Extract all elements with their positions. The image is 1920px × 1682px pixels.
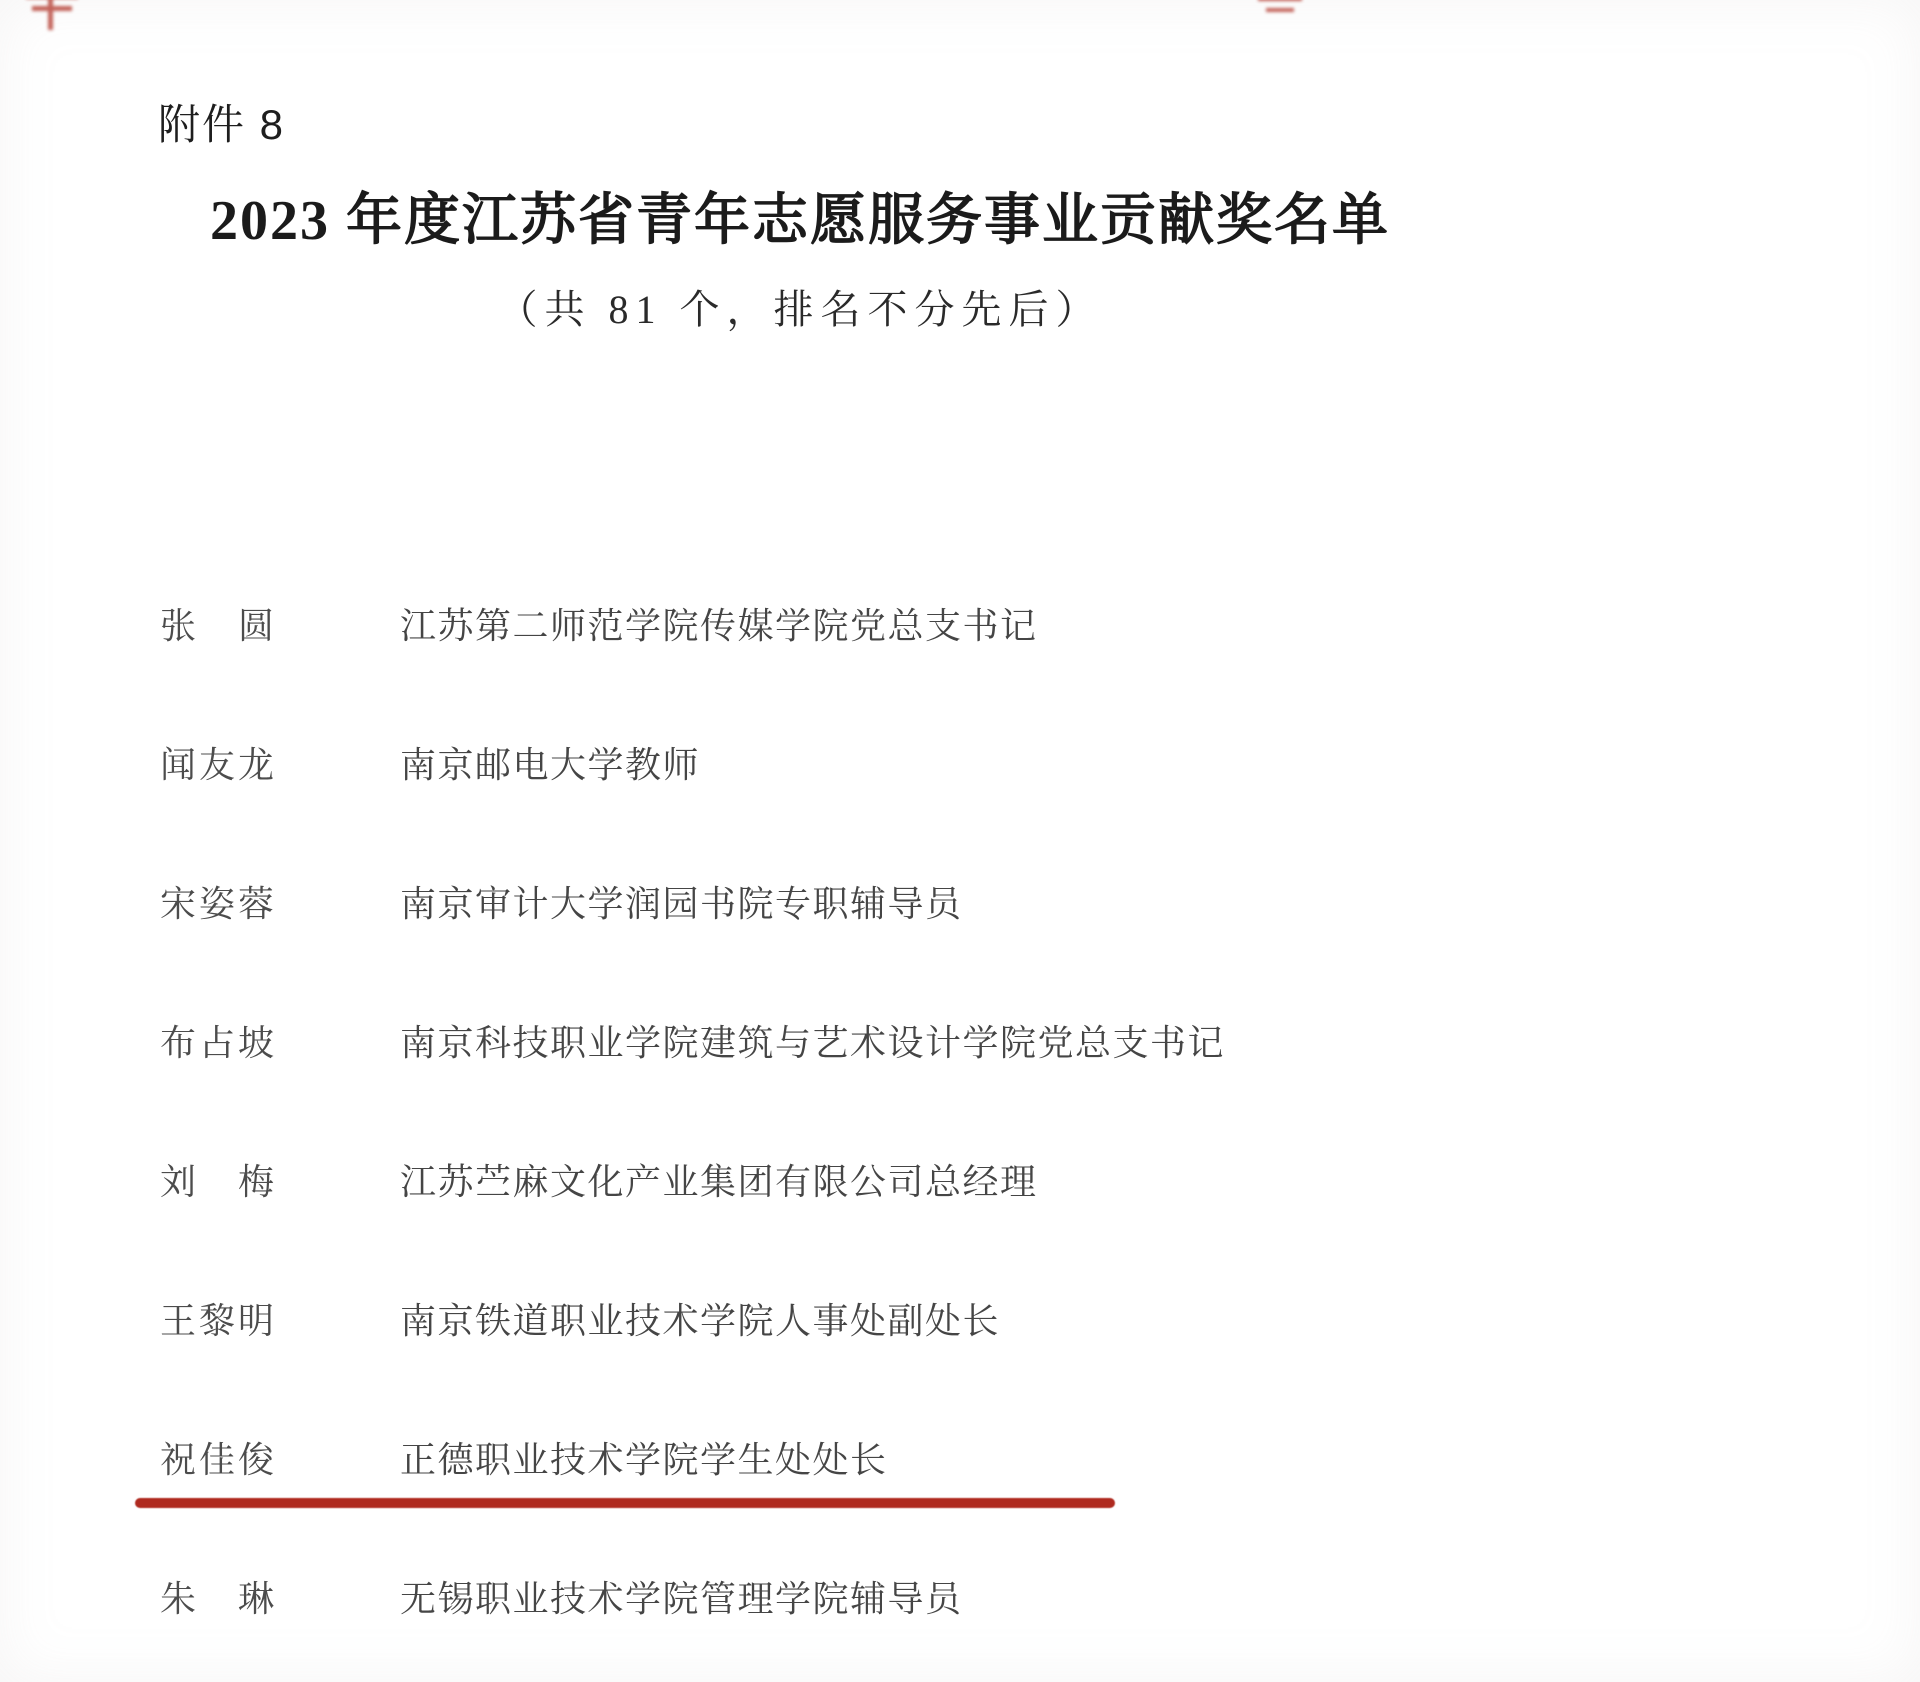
red-highlight-underline	[135, 1498, 1115, 1508]
awardee-affiliation: 南京邮电大学教师	[400, 745, 701, 785]
award-entry	[160, 1571, 1520, 1682]
awardee-name: 朱 琳	[160, 1579, 278, 1619]
awardee-affiliation: 正德职业技术学院学生处处长	[400, 1440, 888, 1480]
awardee-name: 闻友龙	[160, 745, 278, 785]
awardee-name: 王黎明	[160, 1301, 278, 1341]
awardee-name: 宋姿蓉	[160, 884, 278, 924]
awardee-affiliation: 江苏苎麻文化产业集团有限公司总经理	[400, 1162, 1038, 1202]
letterhead-red-fragment-right	[1258, 0, 1302, 20]
award-list	[160, 598, 1520, 1682]
letterhead-red-fragment-left	[26, 0, 78, 32]
document-title: 2023 年度江苏省青年志愿服务事业贡献奖名单	[210, 190, 1390, 252]
award-entry	[160, 1293, 1520, 1432]
awardee-name: 祝佳俊	[160, 1440, 278, 1480]
attachment-label: 附件 8	[158, 101, 286, 148]
awardee-affiliation: 无锡职业技术学院管理学院辅导员	[400, 1579, 963, 1619]
document-subtitle: （共 81 个，排名不分先后）	[497, 287, 1103, 332]
award-entry	[160, 598, 1520, 737]
awardee-affiliation: 南京铁道职业技术学院人事处副处长	[400, 1301, 1001, 1341]
awardee-name: 刘 梅	[160, 1162, 278, 1202]
award-entry	[160, 876, 1520, 1015]
awardee-affiliation: 南京科技职业学院建筑与艺术设计学院党总支书记	[400, 1023, 1226, 1063]
awardee-affiliation: 南京审计大学润园书院专职辅导员	[400, 884, 963, 924]
awardee-name: 张 圆	[160, 606, 278, 646]
award-entry	[160, 1015, 1520, 1154]
award-entry-highlighted	[160, 1432, 1520, 1571]
award-entry	[160, 1154, 1520, 1293]
awardee-affiliation: 江苏第二师范学院传媒学院党总支书记	[400, 606, 1038, 646]
awardee-name: 布占坡	[160, 1023, 278, 1063]
award-entry	[160, 737, 1520, 876]
